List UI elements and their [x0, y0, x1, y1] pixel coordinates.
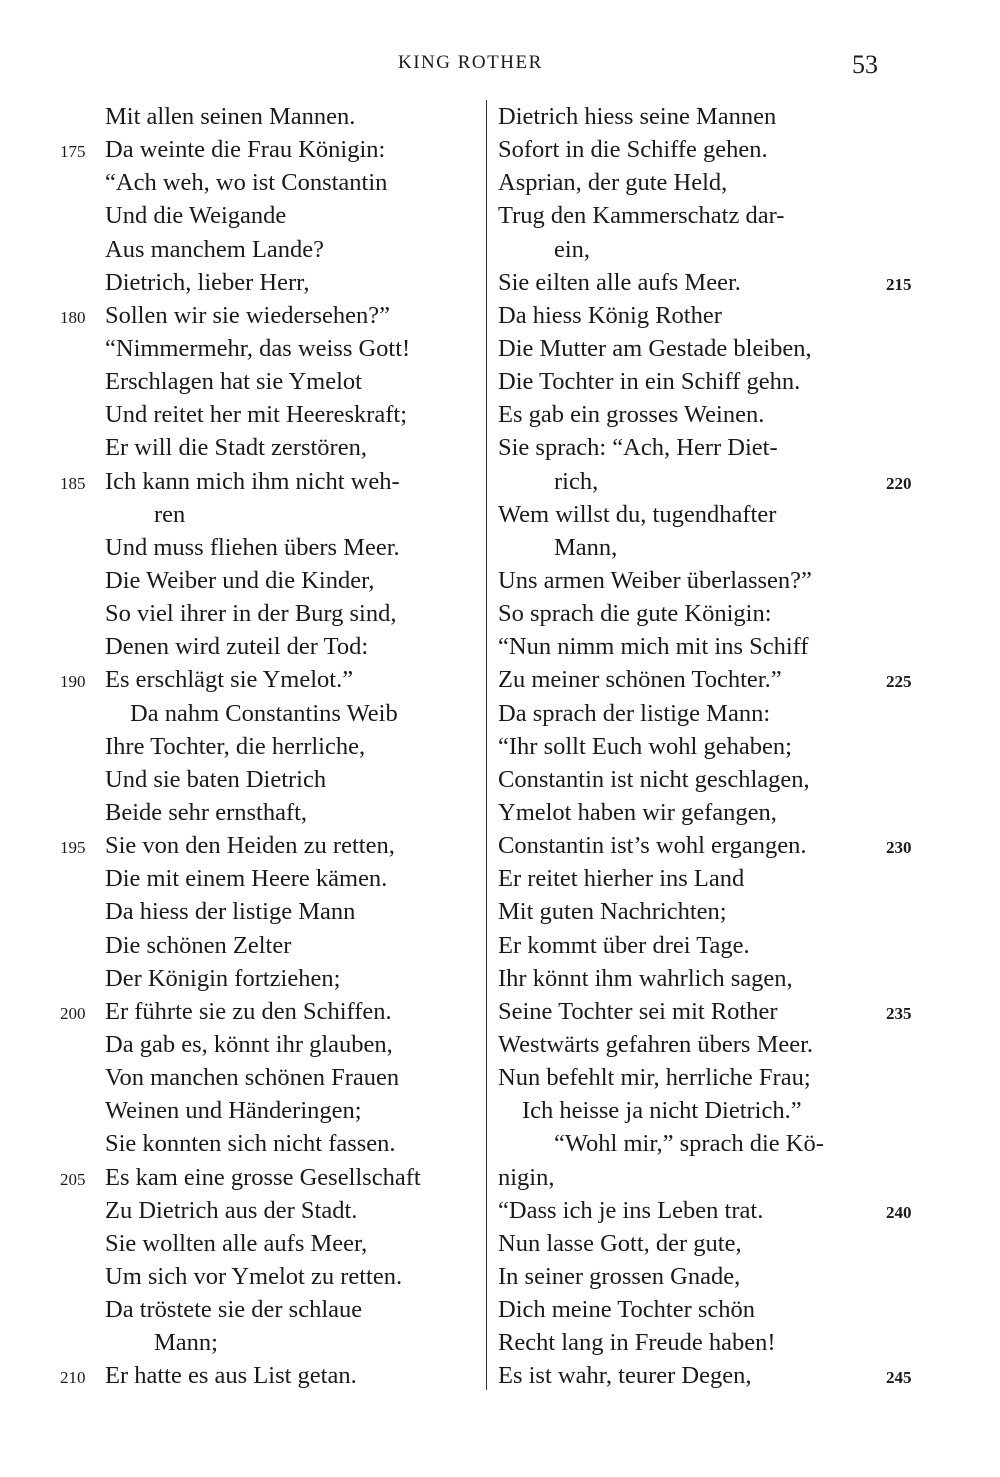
verse-text: Ich heisse ja nicht Dietrich.”: [522, 1097, 802, 1125]
verse-line: [498, 1326, 928, 1359]
verse-text: Uns armen Weiber überlassen?”: [498, 566, 812, 594]
verse-text: Ymelot haben wir gefangen,: [498, 798, 777, 826]
verse-text: Er hatte es aus List getan.: [105, 1362, 357, 1390]
verse-text: Sie eilten alle aufs Meer.: [498, 268, 741, 296]
left-column: [60, 100, 480, 1392]
verse-line: [498, 597, 928, 630]
verse-line: [498, 431, 928, 464]
verse-line: [498, 862, 928, 895]
verse-text: Wem willst du, tugendhafter: [498, 500, 777, 528]
verse-line: [60, 465, 480, 498]
verse-line: [498, 233, 928, 266]
verse-text: Trug den Kammerschatz dar-: [498, 202, 785, 230]
verse-line: [60, 564, 480, 597]
verse-line: [60, 266, 480, 299]
verse-line: [498, 564, 928, 597]
verse-line: [60, 1028, 480, 1061]
verse-line: [498, 1094, 928, 1127]
verse-text: Da gab es, könnt ihr glauben,: [105, 1030, 393, 1058]
running-header: [0, 52, 1000, 82]
line-number: 190: [60, 672, 86, 692]
verse-text: Recht lang in Freude haben!: [498, 1329, 776, 1357]
page-number: 53: [852, 50, 878, 79]
verse-line: [60, 1359, 480, 1392]
verse-line: [60, 796, 480, 829]
verse-line: [498, 995, 928, 1028]
line-number: 245: [886, 1368, 912, 1388]
verse-text: “Nun nimm mich mit ins Schiff: [498, 633, 809, 661]
verse-line: [60, 1161, 480, 1194]
verse-line: [60, 498, 480, 531]
verse-text: Nun befehlt mir, herrliche Frau;: [498, 1064, 811, 1092]
verse-text: Westwärts gefahren übers Meer.: [498, 1030, 814, 1058]
verse-line: [498, 1260, 928, 1293]
verse-line: [60, 332, 480, 365]
verse-text: Von manchen schönen Frauen: [105, 1064, 400, 1092]
verse-line: [60, 199, 480, 232]
verse-text: Da tröstete sie der schlaue: [105, 1296, 363, 1324]
verse-text: Er kommt über drei Tage.: [498, 931, 750, 959]
verse-line: [498, 266, 928, 299]
verse-text: nigin,: [498, 1163, 555, 1191]
verse-text: In seiner grossen Gnade,: [498, 1262, 741, 1290]
verse-text: Zu meiner schönen Tochter.”: [498, 666, 782, 694]
verse-text: Da hiess König Rother: [498, 301, 722, 329]
verse-line: [498, 1028, 928, 1061]
verse-line: [60, 166, 480, 199]
verse-text: Constantin ist nicht geschlagen,: [498, 765, 810, 793]
line-number: 220: [886, 473, 912, 493]
verse-line: [498, 829, 928, 862]
verse-text: “Dass ich je ins Leben trat.: [498, 1196, 764, 1224]
verse-text: Constantin ist’s wohl ergangen.: [498, 832, 807, 860]
verse-text: Ich kann mich ihm nicht weh-: [105, 467, 400, 495]
verse-text: Es kam eine grosse Gesellschaft: [105, 1163, 421, 1191]
verse-line: [60, 299, 480, 332]
verse-text: Dietrich, lieber Herr,: [105, 268, 310, 296]
right-column: [498, 100, 928, 1392]
running-title: KING ROTHER: [398, 52, 543, 73]
verse-text: So sprach die gute Königin:: [498, 600, 772, 628]
line-number: 235: [886, 1003, 912, 1023]
verse-line: [498, 332, 928, 365]
verse-line: [498, 1293, 928, 1326]
line-number: 215: [886, 274, 912, 294]
verse-line: [60, 431, 480, 464]
verse-text: Beide sehr ernsthaft,: [105, 798, 308, 826]
verse-line: [60, 1094, 480, 1127]
verse-line: [498, 763, 928, 796]
verse-text: Und sie baten Dietrich: [105, 765, 327, 793]
line-number: 225: [886, 672, 912, 692]
verse-line: [60, 1227, 480, 1260]
verse-text: Sofort in die Schiffe gehen.: [498, 136, 768, 164]
verse-line: [498, 796, 928, 829]
verse-text: “Nimmermehr, das weiss Gott!: [105, 334, 411, 362]
verse-line: [498, 1061, 928, 1094]
line-number: 200: [60, 1003, 86, 1023]
verse-text: Die schönen Zelter: [105, 931, 292, 959]
line-number: 210: [60, 1368, 86, 1388]
verse-text: ein,: [554, 235, 591, 263]
verse-line: [498, 133, 928, 166]
verse-line: [60, 100, 480, 133]
verse-text: Er reitet hierher ins Land: [498, 865, 745, 893]
line-number: 205: [60, 1169, 86, 1189]
verse-line: [60, 929, 480, 962]
verse-line: [60, 962, 480, 995]
verse-text: Asprian, der gute Held,: [498, 169, 728, 197]
verse-line: [60, 233, 480, 266]
verse-text: Es ist wahr, teurer Degen,: [498, 1362, 752, 1390]
verse-line: [498, 100, 928, 133]
verse-text: Die mit einem Heere kämen.: [105, 865, 388, 893]
verse-text: Und die Weigande: [105, 202, 287, 230]
verse-line: [60, 1260, 480, 1293]
verse-text: Sie von den Heiden zu retten,: [105, 832, 395, 860]
verse-line: [60, 995, 480, 1028]
verse-line: [498, 929, 928, 962]
verse-text: Da hiess der listige Mann: [105, 898, 356, 926]
verse-text: Ihre Tochter, die herrliche,: [105, 732, 366, 760]
verse-line: [498, 895, 928, 928]
verse-line: [60, 398, 480, 431]
verse-line: [60, 1061, 480, 1094]
verse-line: [498, 1359, 928, 1392]
verse-line: [60, 862, 480, 895]
verse-text: Die Mutter am Gestade bleiben,: [498, 334, 812, 362]
verse-text: Um sich vor Ymelot zu retten.: [105, 1262, 403, 1290]
verse-text: Mit guten Nachrichten;: [498, 898, 727, 926]
verse-line: [60, 1127, 480, 1160]
verse-text: Die Weiber und die Kinder,: [105, 566, 375, 594]
verse-text: Dietrich hiess seine Mannen: [498, 103, 777, 130]
verse-line: [498, 1194, 928, 1227]
verse-text: Und muss fliehen übers Meer.: [105, 533, 400, 561]
line-number: 240: [886, 1202, 912, 1222]
line-number: 175: [60, 142, 86, 162]
verse-line: [498, 299, 928, 332]
verse-text: Mann;: [154, 1329, 218, 1357]
verse-text: “Ihr sollt Euch wohl gehaben;: [498, 732, 792, 760]
verse-line: [60, 763, 480, 796]
verse-line: [498, 1227, 928, 1260]
verse-line: [498, 630, 928, 663]
verse-text: Mann,: [554, 533, 618, 561]
verse-line: [498, 498, 928, 531]
verse-line: [498, 465, 928, 498]
verse-line: [60, 133, 480, 166]
verse-text: Er führte sie zu den Schiffen.: [105, 997, 392, 1025]
verse-text: Aus manchem Lande?: [105, 235, 325, 263]
verse-text: Da weinte die Frau Königin:: [105, 136, 386, 164]
verse-line: [60, 829, 480, 862]
verse-text: Erschlagen hat sie Ymelot: [105, 368, 362, 396]
verse-text: Sie sprach: “Ach, Herr Diet-: [498, 434, 778, 462]
verse-text: Seine Tochter sei mit Rother: [498, 997, 778, 1025]
verse-line: [498, 365, 928, 398]
verse-text: Dich meine Tochter schön: [498, 1296, 756, 1324]
verse-line: [60, 1194, 480, 1227]
line-number: 180: [60, 307, 86, 327]
verse-line: [60, 1326, 480, 1359]
line-number: 230: [886, 838, 912, 858]
verse-line: [498, 1161, 928, 1194]
verse-text: Nun lasse Gott, der gute,: [498, 1229, 742, 1257]
verse-line: [60, 895, 480, 928]
verse-text: Er will die Stadt zerstören,: [105, 434, 367, 462]
verse-text: Sie konnten sich nicht fassen.: [105, 1130, 396, 1158]
line-number: 195: [60, 838, 86, 858]
verse-line: [498, 398, 928, 431]
verse-text: Sollen wir sie wiedersehen?”: [105, 301, 391, 329]
verse-line: [60, 365, 480, 398]
verse-line: [60, 1293, 480, 1326]
verse-text: Zu Dietrich aus der Stadt.: [105, 1196, 358, 1224]
verse-text: Ihr könnt ihm wahrlich sagen,: [498, 964, 793, 992]
verse-text: Denen wird zuteil der Tod:: [105, 633, 369, 661]
verse-line: [498, 730, 928, 763]
verse-line: [498, 199, 928, 232]
verse-line: [498, 663, 928, 696]
verse-line: [498, 1127, 928, 1160]
verse-text: Da sprach der listige Mann:: [498, 699, 771, 727]
verse-text: So viel ihrer in der Burg sind,: [105, 600, 397, 628]
verse-text: Es gab ein grosses Weinen.: [498, 401, 765, 429]
verse-line: [60, 697, 480, 730]
verse-text: Die Tochter in ein Schiff gehn.: [498, 368, 801, 396]
column-divider: [486, 100, 487, 1390]
verse-line: [498, 166, 928, 199]
verse-line: [60, 663, 480, 696]
line-number: 185: [60, 473, 86, 493]
verse-text: Mit allen seinen Mannen.: [105, 103, 356, 130]
verse-text: Der Königin fortziehen;: [105, 964, 341, 992]
verse-line: [60, 630, 480, 663]
verse-line: [60, 730, 480, 763]
verse-line: [60, 531, 480, 564]
verse-text: “Wohl mir,” sprach die Kö-: [554, 1130, 824, 1158]
verse-text: Es erschlägt sie Ymelot.”: [105, 666, 354, 694]
verse-text: Weinen und Händeringen;: [105, 1097, 362, 1125]
verse-line: [498, 697, 928, 730]
verse-text: Sie wollten alle aufs Meer,: [105, 1229, 368, 1257]
verse-line: [498, 531, 928, 564]
verse-text: Da nahm Constantins Weib: [130, 699, 398, 727]
verse-text: Und reitet her mit Heereskraft;: [105, 401, 408, 429]
verse-line: [60, 597, 480, 630]
verse-text: rich,: [554, 467, 599, 495]
verse-text: “Ach weh, wo ist Constantin: [105, 169, 388, 197]
verse-line: [498, 962, 928, 995]
verse-text: ren: [154, 500, 186, 528]
